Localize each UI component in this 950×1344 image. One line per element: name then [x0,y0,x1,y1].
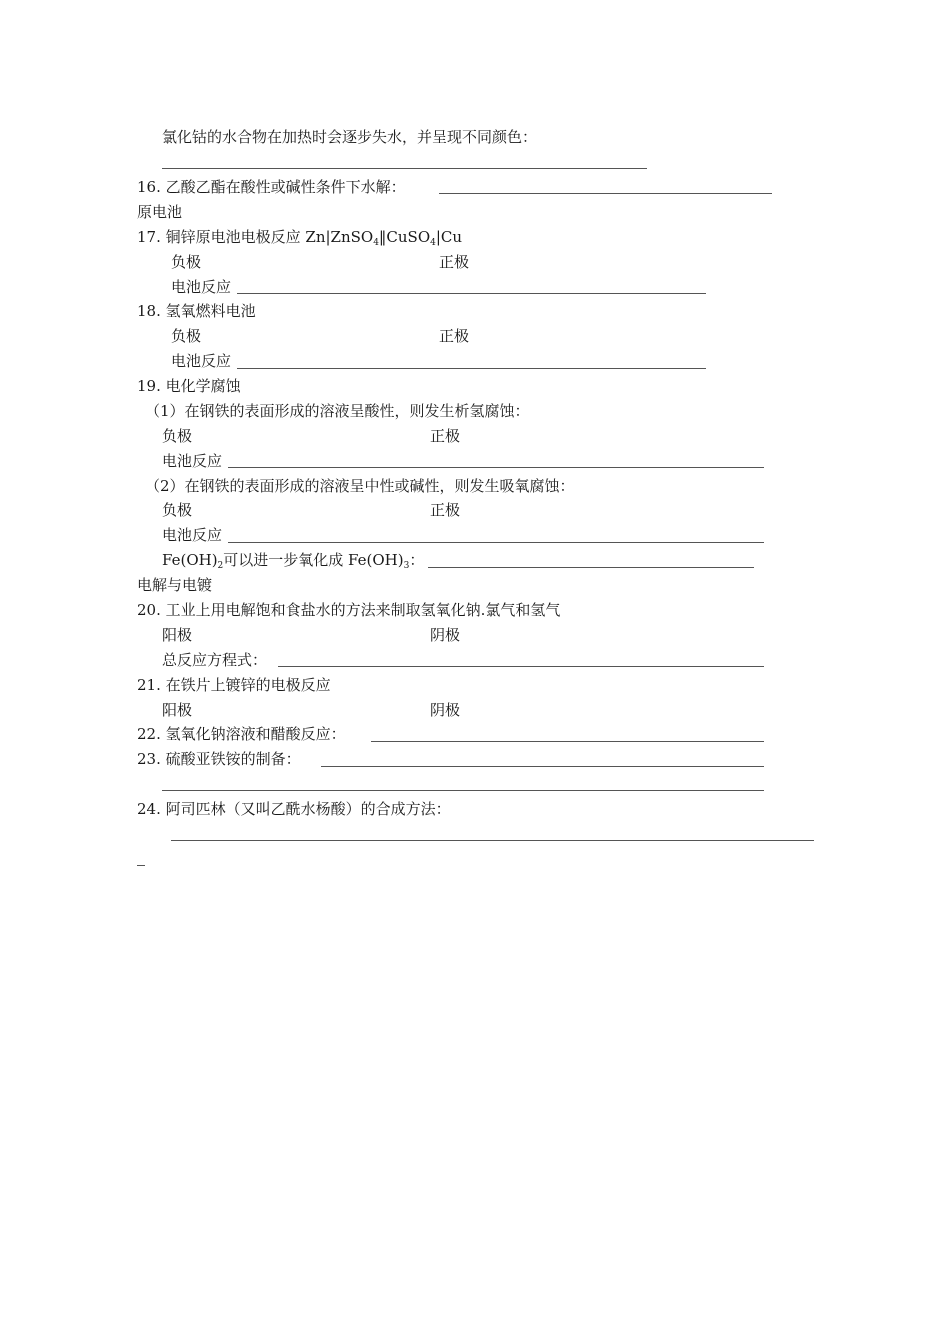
q18-cell-reaction-label: 电池反应 [171,352,232,370]
answer-line-cobalt[interactable] [162,168,647,169]
q19-part2-positive-label: 正极 [430,501,461,519]
answer-line-23b[interactable] [162,790,764,791]
q21-cathode-label: 阴极 [430,701,461,719]
section-heading-primary-cell: 原电池 [137,203,183,221]
q19-feoh-text: $Fe(OH)_2$可以进一步氧化成 $Fe(OH)_3$： [162,551,425,571]
answer-line-16[interactable] [439,193,772,194]
question-23: 23. 硫酸亚铁铵的制备： [137,750,301,768]
q18-negative-label: 负极 [171,327,202,345]
q18-positive-label: 正极 [439,327,470,345]
q19-part2-cell-reaction-label: 电池反应 [162,526,223,544]
cobalt-chloride-text: 氯化钴的水合物在加热时会逐步失水，并呈现不同颜色： [162,128,538,146]
question-19: 19. 电化学腐蚀 [137,377,241,395]
section-heading-electrolysis: 电解与电镀 [137,576,213,594]
q19-part2-negative-label: 负极 [162,501,193,519]
q19-part1-positive-label: 正极 [430,427,461,445]
answer-line-19-feoh[interactable] [428,567,754,568]
question-24: 24. 阿司匹林（又叫乙酰水杨酸）的合成方法： [137,800,451,818]
q20-anode-label: 阳极 [162,626,193,644]
q17-negative-label: 负极 [171,253,202,271]
answer-line-22[interactable] [371,741,764,742]
q19-part1: （1）在钢铁的表面形成的溶液呈酸性，则发生析氢腐蚀： [145,402,530,420]
q19-part2: （2）在钢铁的表面形成的溶液呈中性或碱性，则发生吸氧腐蚀： [145,477,575,495]
answer-line-24a[interactable] [171,840,814,841]
question-22: 22. 氢氧化钠溶液和醋酸反应： [137,725,346,743]
answer-line-17[interactable] [237,293,706,294]
answer-line-19-2[interactable] [228,542,764,543]
q20-cathode-label: 阴极 [430,626,461,644]
q17-positive-label: 正极 [439,253,470,271]
question-17: 17. 铜锌原电池电极反应 Zn|ZnSO$_4$‖CuSO$_4$|Cu [137,228,463,248]
question-21: 21. 在铁片上镀锌的电极反应 [137,676,331,694]
question-20: 20. 工业上用电解饱和食盐水的方法来制取氢氧化钠.氯气和氢气 [137,601,561,619]
q19-part1-cell-reaction-label: 电池反应 [162,452,223,470]
question-18: 18. 氢氧燃料电池 [137,302,256,320]
answer-line-24b[interactable] [137,865,145,866]
answer-line-18[interactable] [237,368,706,369]
answer-line-20[interactable] [278,666,764,667]
q19-part1-negative-label: 负极 [162,427,193,445]
question-16: 16. 乙酸乙酯在酸性或碱性条件下水解： [137,178,406,196]
answer-line-19-1[interactable] [228,467,764,468]
q17-cell-reaction-label: 电池反应 [171,278,232,296]
answer-line-23a[interactable] [321,766,764,767]
q20-total-label: 总反应方程式： [162,651,268,669]
q21-anode-label: 阳极 [162,701,193,719]
